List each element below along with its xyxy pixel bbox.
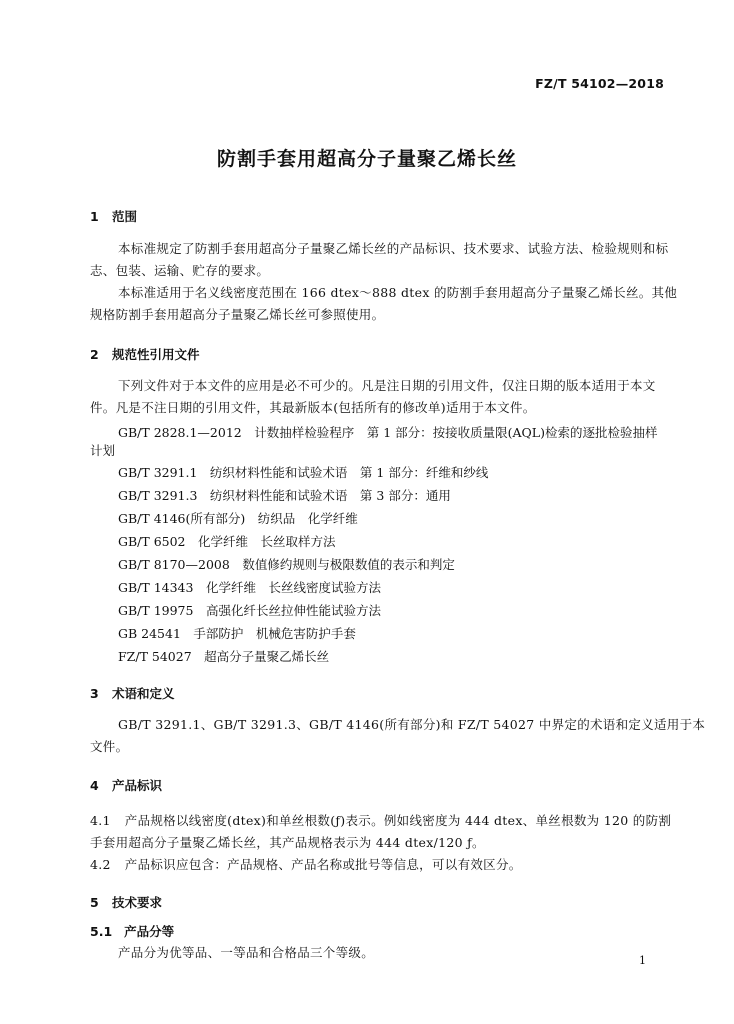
- reference-item: GB/T 8170—2008 数值修约规则与极限数值的表示和判定: [118, 557, 455, 572]
- paragraph-line: GB/T 3291.1、GB/T 3291.3、GB/T 4146(所有部分)和 FZ/T 54027 中界定的术语和定义适用于本: [118, 717, 706, 732]
- clause-4-1-line: [90, 810, 671, 832]
- reference-item: GB/T 4146(所有部分) 纺织品 化学纤维: [118, 511, 358, 526]
- section-number: 4: [90, 778, 99, 793]
- section-3-heading: [90, 684, 175, 702]
- clause-number: 4.2: [90, 857, 111, 872]
- paragraph-line: 本标准规定了防割手套用超高分子量聚乙烯长丝的产品标识、技术要求、试验方法、检验规则和标: [118, 241, 669, 256]
- reference-item: FZ/T 54027 超高分子量聚乙烯长丝: [118, 649, 330, 664]
- clause-title: 产品分等: [124, 924, 175, 939]
- clause-5-1-heading: [90, 922, 174, 940]
- section-title: 技术要求: [112, 895, 163, 910]
- page-number: 1: [639, 954, 646, 967]
- reference-item: GB/T 2828.1—2012 计数抽样检验程序 第 1 部分：按接收质量限(AQL)检索的逐批检验抽样: [118, 425, 658, 440]
- standard-code: FZ/T 54102—2018: [535, 76, 664, 91]
- clause-4-2-line: [90, 854, 522, 876]
- section-number: 2: [90, 347, 99, 362]
- section-title: 产品标识: [112, 778, 163, 793]
- paragraph-line: 文件。: [90, 739, 129, 754]
- section-title: 术语和定义: [112, 686, 175, 701]
- reference-item: GB 24541 手部防护 机械危害防护手套: [118, 626, 356, 641]
- reference-item-continuation: 计划: [90, 443, 116, 458]
- paragraph-line: 手套用超高分子量聚乙烯长丝，其产品规格表示为 444 dtex/120 ƒ。: [90, 835, 485, 850]
- paragraph-line: 志、包装、运输、贮存的要求。: [90, 263, 270, 278]
- reference-item: GB/T 3291.1 纺织材料性能和试验术语 第 1 部分：纤维和纱线: [118, 465, 489, 480]
- section-2-heading: [90, 345, 200, 363]
- clause-number: 5.1: [90, 924, 113, 939]
- section-number: 5: [90, 895, 99, 910]
- paragraph-line: 件。凡是不注日期的引用文件，其最新版本(包括所有的修改单)适用于本文件。: [90, 400, 536, 415]
- paragraph-line: 产品分为优等品、一等品和合格品三个等级。: [118, 945, 375, 960]
- paragraph-line: 规格防割手套用超高分子量聚乙烯长丝可参照使用。: [90, 307, 385, 322]
- clause-text: 产品标识应包含：产品规格、产品名称或批号等信息，可以有效区分。: [124, 857, 522, 872]
- section-title: 规范性引用文件: [112, 347, 200, 362]
- section-1-heading: [90, 207, 137, 225]
- section-5-heading: [90, 893, 162, 911]
- section-number: 3: [90, 686, 99, 701]
- reference-item: GB/T 14343 化学纤维 长丝线密度试验方法: [118, 580, 381, 595]
- reference-item: GB/T 6502 化学纤维 长丝取样方法: [118, 534, 336, 549]
- paragraph-line: 下列文件对于本文件的应用是必不可少的。凡是注日期的引用文件，仅注日期的版本适用于本文: [118, 378, 656, 393]
- paragraph-line: 本标准适用于名义线密度范围在 166 dtex～888 dtex 的防割手套用超高分子量聚乙烯长丝。其他: [118, 285, 678, 300]
- document-title: 防割手套用超高分子量聚乙烯长丝: [216, 148, 517, 170]
- reference-item: GB/T 3291.3 纺织材料性能和试验术语 第 3 部分：通用: [118, 488, 451, 503]
- clause-text: 产品规格以线密度(dtex)和单丝根数(ƒ)表示。例如线密度为 444 dtex、单丝根数为 120 的防割: [124, 813, 672, 828]
- section-number: 1: [90, 209, 99, 224]
- clause-number: 4.1: [90, 813, 111, 828]
- section-title: 范围: [112, 209, 138, 224]
- section-4-heading: [90, 776, 162, 794]
- reference-item: GB/T 19975 高强化纤长丝拉伸性能试验方法: [118, 603, 381, 618]
